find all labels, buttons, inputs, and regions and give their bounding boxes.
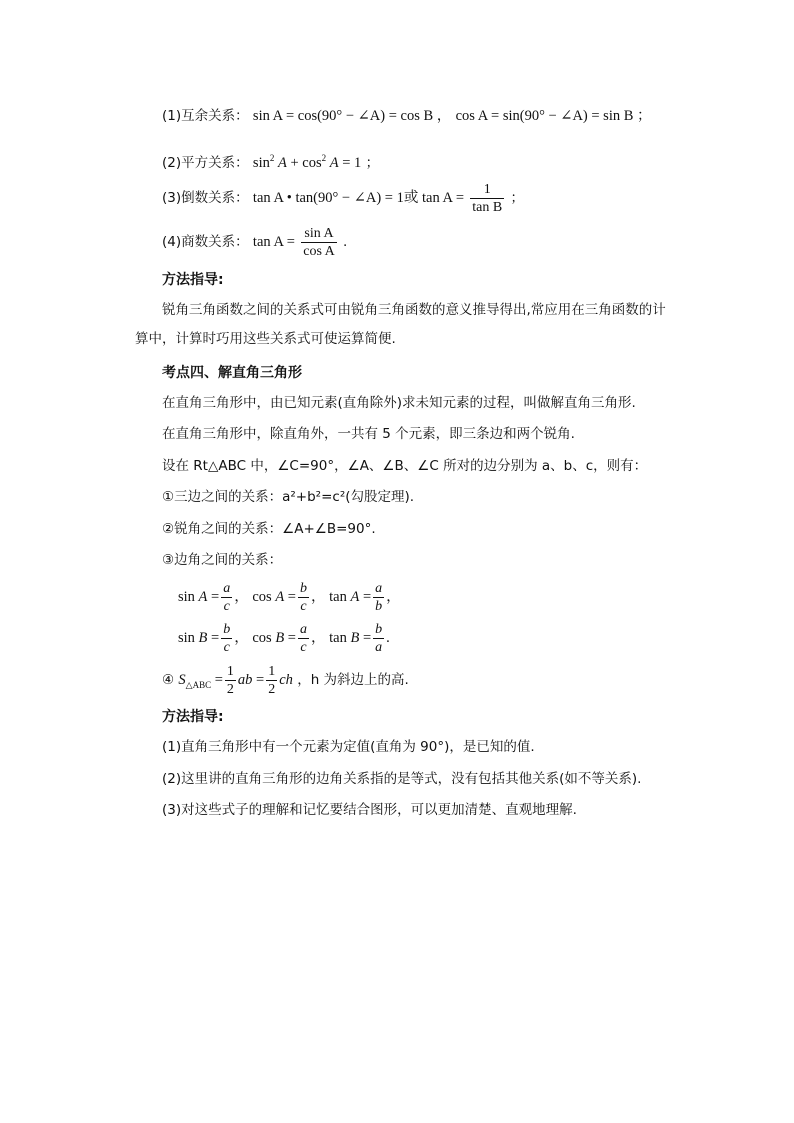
relation-4-label: (4)商数关系： — [162, 234, 249, 250]
trig-ratios-row-2: sin B = $\frac{b}{c}$ ， cos B = $\frac{a}{c}$ ， tan B = $\frac{b}{a}$ . — [178, 622, 390, 655]
relation-3-fraction — [470, 181, 504, 216]
relation-reciprocal — [162, 181, 524, 216]
method-paragraph-1: 锐角三角函数之间的关系式可由锐角三角函数的意义推导得出,常应用在三角函数的计算中，计算时巧用这些关系式可使运算简便. — [135, 302, 666, 347]
area-formula-math: $S_{\triangle ABC}$ = $\frac{1}{2}$ ab = $\frac{1}{2}$ ch — [178, 664, 293, 697]
relation-three-sides: ①三边之间的关系：a²+b²=c²(勾股定理). — [162, 489, 415, 505]
fraction-a-over-c-2: $\frac{a}{c}$ — [299, 622, 307, 655]
section-paragraph-2: 在直角三角形中，除直角外，一共有 5 个元素，即三条边和两个锐角. — [162, 426, 575, 442]
relation-1-formula-b: cos A = sin(90° − ∠A) = sin B ； — [455, 108, 652, 124]
relation-complementary — [162, 106, 652, 126]
fraction-a-over-b: $\frac{a}{b}$ — [375, 581, 383, 614]
fraction-b-over-c-2: $\frac{b}{c}$ — [223, 622, 231, 655]
relation-1-formula-a: sin A = cos(90° − ∠A) = cos B ， — [252, 108, 452, 124]
method-heading-1: 方法指导: — [162, 272, 224, 288]
method-note-3: (3)对这些式子的理解和记忆要结合图形，可以更加清楚、直观地理解. — [162, 802, 577, 818]
relation-3-formula: tan A • tan(90° − ∠A) = 1或 tan A = — [252, 190, 464, 206]
trig-ratios-row-1: sin A = $\frac{a}{c}$ ， cos A = $\frac{b}{c}$ ， tan A = $\frac{a}{b}$ ， — [178, 581, 401, 614]
relation-4-denominator: cos A — [303, 244, 335, 259]
relation-3-numerator: 1 — [470, 181, 504, 199]
relation-3-denominator: tan B — [472, 200, 503, 215]
fraction-b-over-c: $\frac{b}{c}$ — [299, 581, 307, 614]
relation-2-end: ； — [365, 155, 380, 171]
method-heading-2: 方法指导: — [162, 709, 224, 725]
relation-2-label: (2)平方关系： — [162, 155, 249, 171]
relation-3-label: (3)倒数关系： — [162, 190, 249, 206]
relation-quotient — [162, 225, 347, 260]
relation-square — [162, 148, 379, 173]
section-paragraph-3: 设在 Rt△ABC 中，∠C=90°，∠A、∠B、∠C 所对的边分别为 a、b、c，则有： — [162, 458, 648, 474]
area-formula — [162, 663, 409, 698]
fraction-b-over-a: $\frac{b}{a}$ — [375, 622, 383, 655]
section-heading: 考点四、解直角三角形 — [162, 365, 302, 381]
method-note-1: (1)直角三角形中有一个元素为定值(直角为 90°)，是已知的值. — [162, 739, 535, 755]
relation-acute-angles: ②锐角之间的关系：∠A+∠B=90°. — [162, 521, 376, 537]
relation-4-formula: tan A = — [252, 234, 295, 250]
relation-4-end: . — [343, 234, 348, 250]
relation-1-label: (1)互余关系： — [162, 108, 249, 124]
relation-4-fraction — [301, 225, 337, 260]
relation-4-numerator: sin A — [301, 225, 337, 243]
method-note-2: (2)这里讲的直角三角形的边角关系指的是等式，没有包括其他关系(如不等关系). — [162, 771, 642, 787]
section-paragraph-1: 在直角三角形中，由已知元素(直角除外)求未知元素的过程，叫做解直角三角形. — [162, 395, 636, 411]
area-formula-prefix: ④ — [162, 671, 175, 688]
fraction-a-over-c: $\frac{a}{c}$ — [223, 581, 231, 614]
relation-side-angle: ③边角之间的关系： — [162, 552, 283, 568]
relation-2-formula: $\sin^2 A + \cos^2 A = 1$ — [252, 153, 362, 171]
relation-3-end: ； — [510, 190, 525, 206]
area-formula-suffix: ，h 为斜边上的高. — [297, 671, 409, 688]
